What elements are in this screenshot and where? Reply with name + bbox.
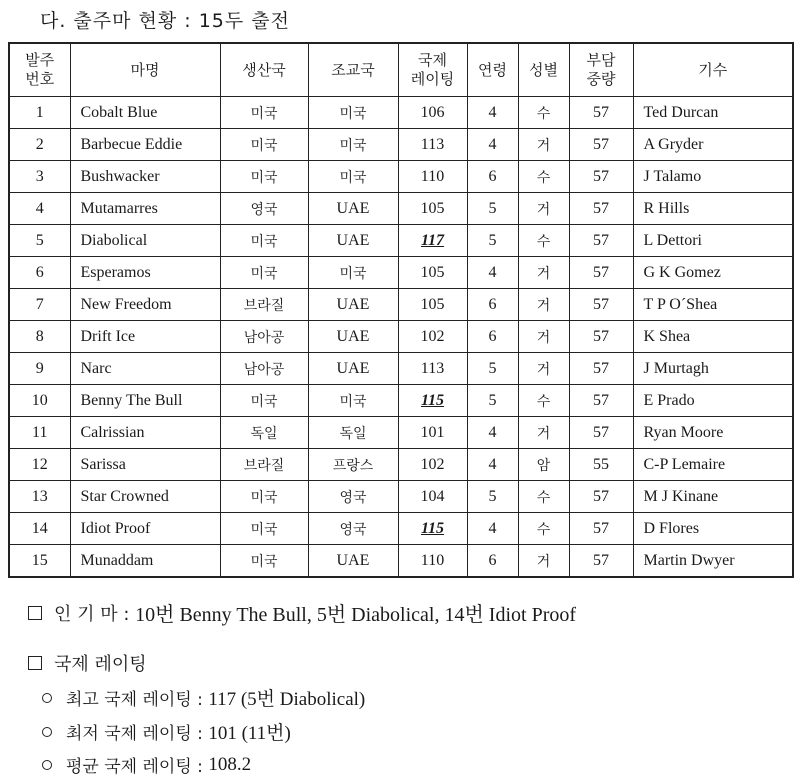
- cell-trained: 독일: [308, 417, 398, 449]
- cell-rating: 105: [398, 289, 467, 321]
- column-header: 발주 번호: [9, 43, 70, 97]
- cell-weight: 57: [569, 321, 633, 353]
- cell-name: Mutamarres: [70, 193, 220, 225]
- highlighted-rating: 115: [420, 519, 445, 537]
- section-heading: 다. 출주마 현황 : 15두 출전: [40, 10, 291, 32]
- cell-age: 4: [467, 97, 518, 129]
- cell-age: 6: [467, 161, 518, 193]
- cell-no: 8: [9, 321, 70, 353]
- cell-trained: 미국: [308, 161, 398, 193]
- cell-rating: 101: [398, 417, 467, 449]
- cell-rating: 102: [398, 449, 467, 481]
- cell-name: Drift Ice: [70, 321, 220, 353]
- cell-no: 6: [9, 257, 70, 289]
- cell-trained: 영국: [308, 513, 398, 545]
- cell-age: 4: [467, 129, 518, 161]
- cell-name: Bushwacker: [70, 161, 220, 193]
- cell-rating: 105: [398, 257, 467, 289]
- cell-sex: 거: [518, 545, 569, 578]
- cell-no: 10: [9, 385, 70, 417]
- column-header: 생산국: [220, 43, 308, 97]
- cell-sex: 수: [518, 97, 569, 129]
- cell-rating: [398, 513, 467, 545]
- cell-no: 4: [9, 193, 70, 225]
- cell-jockey: Ted Durcan: [633, 97, 793, 129]
- cell-rating: 113: [398, 353, 467, 385]
- cell-weight: 57: [569, 129, 633, 161]
- cell-origin: 남아공: [220, 353, 308, 385]
- cell-origin: 미국: [220, 225, 308, 257]
- table-row: [9, 257, 793, 289]
- cell-no: 1: [9, 97, 70, 129]
- cell-origin: 미국: [220, 513, 308, 545]
- rating-item-value: 117 (5번 Diabolical): [208, 689, 366, 710]
- rating-item-label: 최고 국제 레이팅 :: [66, 690, 203, 710]
- cell-no: 12: [9, 449, 70, 481]
- column-header: 조교국: [308, 43, 398, 97]
- cell-sex: 거: [518, 321, 569, 353]
- cell-name: Barbecue Eddie: [70, 129, 220, 161]
- table-row: [9, 481, 793, 513]
- popular-horses-line: [28, 598, 576, 627]
- cell-jockey: G K Gomez: [633, 257, 793, 289]
- highlighted-rating: 117: [420, 231, 445, 249]
- table-row: [9, 193, 793, 225]
- cell-origin: 미국: [220, 257, 308, 289]
- table-row: [9, 161, 793, 193]
- cell-jockey: A Gryder: [633, 129, 793, 161]
- cell-no: 11: [9, 417, 70, 449]
- cell-origin: 남아공: [220, 321, 308, 353]
- cell-age: 6: [467, 289, 518, 321]
- cell-jockey: T P O´Shea: [633, 289, 793, 321]
- cell-jockey: M J Kinane: [633, 481, 793, 513]
- cell-no: 9: [9, 353, 70, 385]
- cell-name: Narc: [70, 353, 220, 385]
- cell-trained: 프랑스: [308, 449, 398, 481]
- column-header: 연령: [467, 43, 518, 97]
- cell-rating: 110: [398, 161, 467, 193]
- cell-sex: 거: [518, 289, 569, 321]
- cell-sex: 암: [518, 449, 569, 481]
- cell-age: 6: [467, 545, 518, 578]
- cell-jockey: J Talamo: [633, 161, 793, 193]
- circle-bullet-icon: [42, 760, 52, 770]
- cell-weight: 57: [569, 353, 633, 385]
- cell-sex: 수: [518, 161, 569, 193]
- cell-sex: 거: [518, 417, 569, 449]
- cell-trained: 미국: [308, 129, 398, 161]
- column-header: 부담 중량: [569, 43, 633, 97]
- cell-origin: 미국: [220, 545, 308, 578]
- cell-jockey: D Flores: [633, 513, 793, 545]
- cell-trained: UAE: [308, 321, 398, 353]
- cell-origin: 미국: [220, 97, 308, 129]
- cell-sex: 수: [518, 385, 569, 417]
- table-row: [9, 321, 793, 353]
- cell-sex: 거: [518, 129, 569, 161]
- table-row: [9, 289, 793, 321]
- cell-rating: [398, 225, 467, 257]
- cell-weight: 57: [569, 545, 633, 578]
- rating-item-avg: [42, 752, 251, 777]
- highlighted-rating: 115: [420, 391, 445, 409]
- cell-origin: 영국: [220, 193, 308, 225]
- rating-item-value: 101 (11번): [208, 723, 291, 744]
- cell-sex: 수: [518, 513, 569, 545]
- cell-trained: UAE: [308, 289, 398, 321]
- table-row: [9, 417, 793, 449]
- column-header: 성별: [518, 43, 569, 97]
- cell-age: 5: [467, 385, 518, 417]
- cell-rating: 104: [398, 481, 467, 513]
- cell-weight: 57: [569, 193, 633, 225]
- rating-item-min: [42, 718, 291, 745]
- cell-name: Star Crowned: [70, 481, 220, 513]
- cell-age: 6: [467, 321, 518, 353]
- cell-origin: 미국: [220, 161, 308, 193]
- cell-weight: 57: [569, 513, 633, 545]
- cell-name: Sarissa: [70, 449, 220, 481]
- cell-rating: 105: [398, 193, 467, 225]
- cell-origin: 미국: [220, 385, 308, 417]
- cell-weight: 55: [569, 449, 633, 481]
- cell-name: Calrissian: [70, 417, 220, 449]
- cell-trained: 미국: [308, 257, 398, 289]
- table-header-row: [9, 43, 793, 97]
- column-header: 국제 레이팅: [398, 43, 467, 97]
- cell-rating: [398, 385, 467, 417]
- cell-jockey: J Murtagh: [633, 353, 793, 385]
- rating-item-value: 108.2: [208, 753, 252, 775]
- cell-trained: 미국: [308, 385, 398, 417]
- checkbox-square-icon: [28, 606, 42, 620]
- rating-section-title: 국제 레이팅: [54, 654, 147, 675]
- rating-item-max: [42, 684, 365, 711]
- cell-rating: 102: [398, 321, 467, 353]
- cell-jockey: Ryan Moore: [633, 417, 793, 449]
- cell-name: New Freedom: [70, 289, 220, 321]
- table-row: [9, 545, 793, 578]
- table-row: [9, 97, 793, 129]
- cell-name: Diabolical: [70, 225, 220, 257]
- cell-name: Cobalt Blue: [70, 97, 220, 129]
- cell-name: Idiot Proof: [70, 513, 220, 545]
- cell-sex: 수: [518, 225, 569, 257]
- cell-trained: 미국: [308, 97, 398, 129]
- table-row: [9, 129, 793, 161]
- table-row: [9, 225, 793, 257]
- cell-age: 4: [467, 449, 518, 481]
- cell-name: Esperamos: [70, 257, 220, 289]
- cell-weight: 57: [569, 225, 633, 257]
- cell-trained: UAE: [308, 545, 398, 578]
- cell-age: 4: [467, 417, 518, 449]
- cell-jockey: K Shea: [633, 321, 793, 353]
- rating-item-label: 최저 국제 레이팅 :: [66, 724, 203, 744]
- cell-no: 3: [9, 161, 70, 193]
- cell-no: 14: [9, 513, 70, 545]
- cell-sex: 수: [518, 481, 569, 513]
- cell-weight: 57: [569, 97, 633, 129]
- cell-age: 4: [467, 257, 518, 289]
- cell-trained: UAE: [308, 225, 398, 257]
- circle-bullet-icon: [42, 693, 52, 703]
- popular-label: 인 기 마 :: [54, 603, 130, 625]
- cell-age: 5: [467, 225, 518, 257]
- cell-age: 5: [467, 481, 518, 513]
- cell-name: Munaddam: [70, 545, 220, 578]
- cell-origin: 미국: [220, 481, 308, 513]
- cell-origin: 미국: [220, 129, 308, 161]
- checkbox-square-icon: [28, 656, 42, 670]
- cell-rating: 106: [398, 97, 467, 129]
- cell-no: 13: [9, 481, 70, 513]
- table-row: [9, 513, 793, 545]
- table-row: [9, 449, 793, 481]
- rating-item-label: 평균 국제 레이팅 :: [66, 757, 203, 777]
- cell-no: 5: [9, 225, 70, 257]
- cell-weight: 57: [569, 417, 633, 449]
- table-body: [9, 97, 793, 578]
- rating-section-title-line: [28, 650, 147, 676]
- cell-weight: 57: [569, 385, 633, 417]
- cell-no: 7: [9, 289, 70, 321]
- cell-sex: 거: [518, 353, 569, 385]
- cell-sex: 거: [518, 257, 569, 289]
- cell-weight: 57: [569, 289, 633, 321]
- cell-trained: UAE: [308, 193, 398, 225]
- cell-origin: 브라질: [220, 289, 308, 321]
- cell-rating: 110: [398, 545, 467, 578]
- cell-weight: 57: [569, 161, 633, 193]
- circle-bullet-icon: [42, 727, 52, 737]
- cell-weight: 57: [569, 257, 633, 289]
- popular-value: 10번 Benny The Bull, 5번 Diabolical, 14번 Idiot Proof: [135, 604, 577, 626]
- cell-no: 15: [9, 545, 70, 578]
- cell-jockey: Martin Dwyer: [633, 545, 793, 578]
- cell-jockey: R Hills: [633, 193, 793, 225]
- cell-trained: 영국: [308, 481, 398, 513]
- cell-no: 2: [9, 129, 70, 161]
- cell-origin: 브라질: [220, 449, 308, 481]
- cell-age: 4: [467, 513, 518, 545]
- cell-jockey: L Dettori: [633, 225, 793, 257]
- column-header: 기수: [633, 43, 793, 97]
- cell-weight: 57: [569, 481, 633, 513]
- table-row: [9, 353, 793, 385]
- cell-trained: UAE: [308, 353, 398, 385]
- cell-age: 5: [467, 353, 518, 385]
- cell-name: Benny The Bull: [70, 385, 220, 417]
- cell-age: 5: [467, 193, 518, 225]
- table-row: [9, 385, 793, 417]
- cell-rating: 113: [398, 129, 467, 161]
- column-header: 마명: [70, 43, 220, 97]
- cell-jockey: C-P Lemaire: [633, 449, 793, 481]
- cell-origin: 독일: [220, 417, 308, 449]
- entries-table: [8, 42, 794, 578]
- cell-jockey: E Prado: [633, 385, 793, 417]
- cell-sex: 거: [518, 193, 569, 225]
